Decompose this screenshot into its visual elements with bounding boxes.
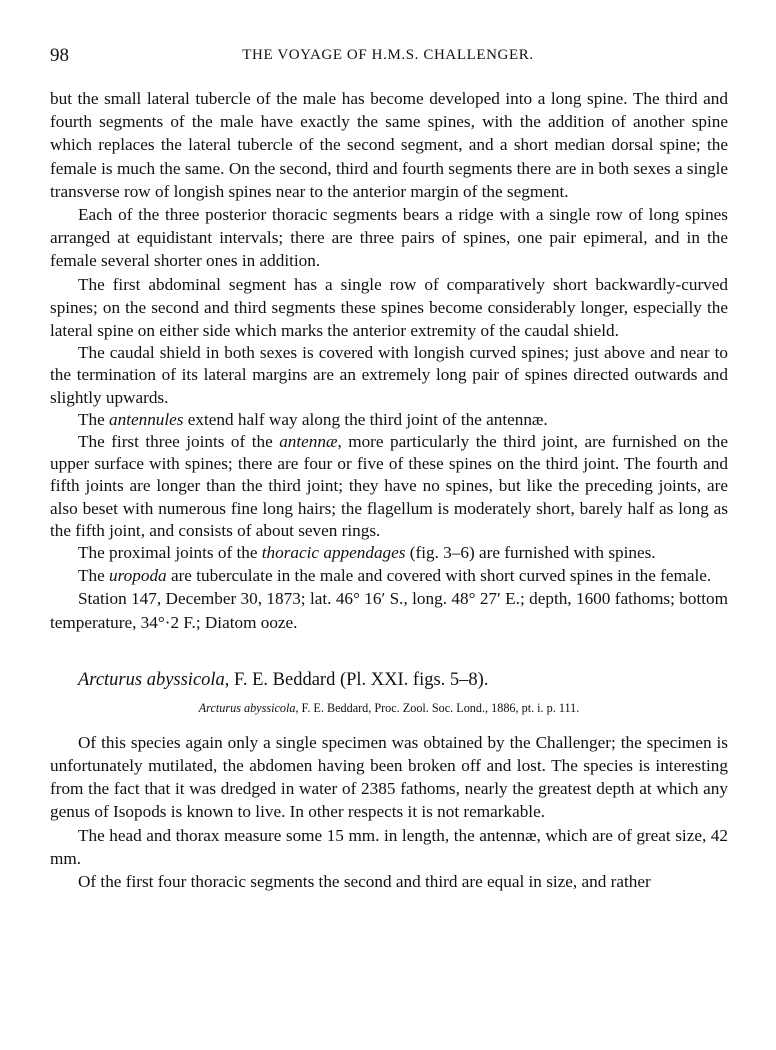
paragraph-abdominal-segment: The first abdominal segment has a single row of comparatively short backwardly-curved spines; on the second and third segments these spines become considerably longer, especially the lateral spine on either side which marks the anterior extremity of the caudal shield. <box>50 274 728 341</box>
species-heading <box>78 668 728 692</box>
antennules-text-start: The <box>78 409 110 429</box>
species-ref-citation: , F. E. Beddard, Proc. Zool. Soc. Lond., 1886, pt. i. p. 111. <box>295 700 580 715</box>
paragraph-thoracic-appendages <box>50 542 728 564</box>
paragraph-uropoda <box>50 564 728 587</box>
species-reference <box>50 700 728 717</box>
paragraph-caudal-shield: The caudal shield in both sexes is covered with longish curved spines; just above and near to the termination of its lateral margins are an extremely long pair of spines directed outwards and slightly upwards. <box>50 343 728 407</box>
uropoda-text-start: The <box>78 566 110 586</box>
page-number: 98 <box>50 45 69 66</box>
antennae-text-start: The first three joints of the <box>78 432 280 452</box>
page-header <box>50 45 726 69</box>
thoracic-appendages-term: thoracic appendages <box>261 543 406 563</box>
paragraph-continuation: but the small lateral tubercle of the male has become developed into a long spine. The third and fourth segments of the male have exactly the same spines, with the addition of another spine which replaces the lateral tubercle of the second segment, and a short median dorsal spine; the female is much the same. On the second, third and fourth segments there are in both sexes a single transverse row of longish spines near to the anterior margin of the segment. <box>50 89 728 201</box>
paragraph-antennules <box>50 409 728 431</box>
paragraph-thoracic-segments: Of the first four thoracic segments the second and third are equal in size, and rather <box>78 872 651 892</box>
antennules-text-end: extend half way along the third joint of the antennæ. <box>183 409 548 429</box>
paragraph-specimen: Of this species again only a single specimen was obtained by the Challenger; the specimen is unfortunately mutilated, the abdomen having been broken off and lost. The species is interesting from the fact that it was dredged in water of 2385 fathoms, nearly the greatest depth at which any genus of Isopods is known to live. In other respects it is not remarkable. <box>50 732 728 822</box>
paragraph-posterior-thoracic: Each of the three posterior thoracic segments bears a ridge with a single row of long spines arranged at equidistant intervals; there are three pairs of spines, one pair epimeral, and in the female several shorter ones in addition. <box>50 205 728 271</box>
species-authority: , F. E. Beddard (Pl. XXI. figs. 5–8). <box>224 669 489 690</box>
antennae-text-end: , more particularly the third joint, are furnished on the upper surface with spines; there are four or five of these spines on the third joint. The fourth and fifth joints are longer than the third joint; they have no spines, but like the preceding joints, are also beset with numerous fine long hairs; the flagellum is moderately short, barely half as long as the fifth joint, and consists of about seven rings. <box>50 432 728 540</box>
appendages-text-end: (fig. 3–6) are furnished with spines. <box>405 543 656 563</box>
appendages-text-start: The proximal joints of the <box>78 543 262 563</box>
species-ref-name: Arcturus abyssicola <box>198 700 296 715</box>
species-name: Arcturus abyssicola <box>78 669 225 690</box>
uropoda-text-end: are tuberculate in the male and covered with short curved spines in the female. <box>166 566 712 586</box>
paragraph-measurements: The head and thorax measure some 15 mm. in length, the antennæ, which are of great size, 42 mm. <box>50 825 728 868</box>
running-title: THE VOYAGE OF H.M.S. CHALLENGER. <box>242 47 534 63</box>
page-body <box>50 87 728 893</box>
paragraph-antennae <box>50 431 728 542</box>
station-record: Station 147, December 30, 1873; lat. 46° 16′ S., long. 48° 27′ E.; depth, 1600 fathoms; bottom temperature, 34°·2 F.; Diatom ooze. <box>50 589 728 632</box>
antennae-term: antennæ <box>279 432 338 452</box>
antennules-term: antennules <box>109 409 184 429</box>
uropoda-term: uropoda <box>109 566 167 586</box>
